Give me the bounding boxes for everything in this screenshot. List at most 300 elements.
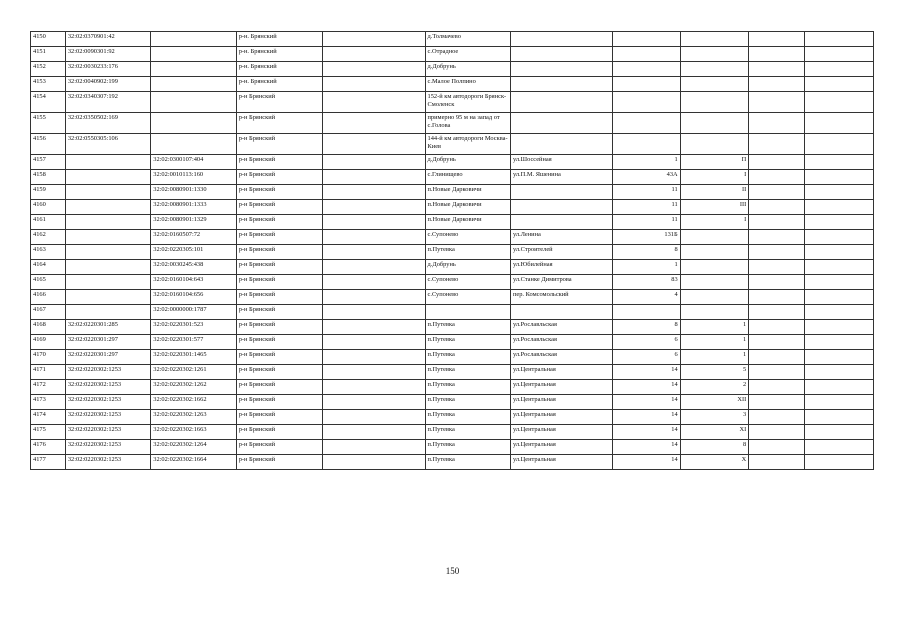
empty-cell bbox=[323, 275, 425, 290]
empty-cell bbox=[323, 200, 425, 215]
table-row bbox=[31, 455, 874, 470]
cell-cad-build bbox=[151, 134, 236, 155]
cell-n: 4158 bbox=[31, 170, 66, 185]
empty-cell bbox=[323, 134, 425, 155]
empty-cell bbox=[749, 275, 805, 290]
cell-district: р-н Брянский bbox=[236, 410, 323, 425]
empty-cell bbox=[323, 365, 425, 380]
empty-cell bbox=[805, 410, 874, 425]
cell-district: р-н Брянский bbox=[236, 305, 323, 320]
table-row bbox=[31, 77, 874, 92]
cell-cad-build bbox=[151, 77, 236, 92]
cell-locality: п.Новые Дарковичи bbox=[425, 200, 510, 215]
empty-cell bbox=[323, 410, 425, 425]
empty-cell bbox=[805, 395, 874, 410]
cell-cad-build: 32:02:0220302:1663 bbox=[151, 425, 236, 440]
empty-cell bbox=[323, 113, 425, 134]
table-row bbox=[31, 410, 874, 425]
cell-district: р-н Брянский bbox=[236, 290, 323, 305]
cell-district: р-н Брянский bbox=[236, 320, 323, 335]
empty-cell bbox=[805, 305, 874, 320]
cell-letter: 2 bbox=[680, 380, 749, 395]
cell-district: р-н Брянский bbox=[236, 365, 323, 380]
cell-n: 4150 bbox=[31, 32, 66, 47]
empty-cell bbox=[323, 305, 425, 320]
cell-cad-land: 32:02:0220302:1253 bbox=[65, 395, 150, 410]
cell-district: р-н. Брянский bbox=[236, 47, 323, 62]
cell-house: 131Б bbox=[613, 230, 680, 245]
cell-letter bbox=[680, 275, 749, 290]
cell-locality: д.Добрунь bbox=[425, 260, 510, 275]
cell-house bbox=[613, 77, 680, 92]
table-row bbox=[31, 335, 874, 350]
empty-cell bbox=[749, 350, 805, 365]
empty-cell bbox=[323, 92, 425, 113]
cell-letter: 5 bbox=[680, 365, 749, 380]
empty-cell bbox=[749, 365, 805, 380]
cell-cad-land: 32:02:0220302:1253 bbox=[65, 410, 150, 425]
empty-cell bbox=[749, 320, 805, 335]
empty-cell bbox=[749, 170, 805, 185]
cell-street: ул.Рославльская bbox=[510, 350, 612, 365]
empty-cell bbox=[805, 62, 874, 77]
cell-district: р-н Брянский bbox=[236, 134, 323, 155]
empty-cell bbox=[323, 395, 425, 410]
empty-cell bbox=[323, 335, 425, 350]
cell-locality: 152-й км автодороги Брянск-Смоленск bbox=[425, 92, 510, 113]
table-row bbox=[31, 305, 874, 320]
cell-letter: X bbox=[680, 455, 749, 470]
empty-cell bbox=[749, 32, 805, 47]
cell-cad-build: 32:02:0220305:101 bbox=[151, 245, 236, 260]
cell-cad-land bbox=[65, 170, 150, 185]
cell-letter bbox=[680, 32, 749, 47]
cell-cad-build: 32:02:0220302:1664 bbox=[151, 455, 236, 470]
cell-n: 4165 bbox=[31, 275, 66, 290]
cell-cad-build bbox=[151, 113, 236, 134]
table-row bbox=[31, 170, 874, 185]
cell-letter: I bbox=[680, 170, 749, 185]
cell-cad-land bbox=[65, 230, 150, 245]
table-row bbox=[31, 47, 874, 62]
cell-locality: с.Супонево bbox=[425, 275, 510, 290]
cell-cad-build: 32:02:0030245:438 bbox=[151, 260, 236, 275]
empty-cell bbox=[749, 185, 805, 200]
cell-cad-land: 32:02:0340307:192 bbox=[65, 92, 150, 113]
cell-street bbox=[510, 200, 612, 215]
cell-letter bbox=[680, 245, 749, 260]
cell-n: 4167 bbox=[31, 305, 66, 320]
cell-letter: I bbox=[680, 215, 749, 230]
table-row bbox=[31, 365, 874, 380]
cell-house: 8 bbox=[613, 245, 680, 260]
cell-district: р-н Брянский bbox=[236, 113, 323, 134]
cell-n: 4176 bbox=[31, 440, 66, 455]
empty-cell bbox=[749, 290, 805, 305]
cell-cad-build: 32:02:0080901:1330 bbox=[151, 185, 236, 200]
cell-cad-build bbox=[151, 92, 236, 113]
cell-street: ул.Юбилейная bbox=[510, 260, 612, 275]
cell-district: р-н. Брянский bbox=[236, 32, 323, 47]
cell-cad-land bbox=[65, 200, 150, 215]
cell-district: р-н Брянский bbox=[236, 260, 323, 275]
cell-locality: с.Супонево bbox=[425, 290, 510, 305]
cell-house: 6 bbox=[613, 335, 680, 350]
cell-locality: п.Путевка bbox=[425, 335, 510, 350]
empty-cell bbox=[805, 425, 874, 440]
empty-cell bbox=[805, 77, 874, 92]
table-row bbox=[31, 290, 874, 305]
cell-letter: 8 bbox=[680, 440, 749, 455]
cell-locality: д.Добрунь bbox=[425, 155, 510, 170]
empty-cell bbox=[749, 245, 805, 260]
cell-letter bbox=[680, 305, 749, 320]
cell-cad-build: 32:02:0220302:1662 bbox=[151, 395, 236, 410]
cell-district: р-н Брянский bbox=[236, 440, 323, 455]
empty-cell bbox=[323, 170, 425, 185]
cell-n: 4171 bbox=[31, 365, 66, 380]
cell-locality: п.Путевка bbox=[425, 245, 510, 260]
cell-locality: п.Новые Дарковичи bbox=[425, 185, 510, 200]
empty-cell bbox=[805, 185, 874, 200]
empty-cell bbox=[749, 47, 805, 62]
empty-cell bbox=[323, 32, 425, 47]
cell-district: р-н Брянский bbox=[236, 380, 323, 395]
table-row bbox=[31, 425, 874, 440]
cell-letter: XII bbox=[680, 395, 749, 410]
cell-n: 4174 bbox=[31, 410, 66, 425]
table-row bbox=[31, 320, 874, 335]
table-row bbox=[31, 350, 874, 365]
cell-n: 4173 bbox=[31, 395, 66, 410]
empty-cell bbox=[323, 62, 425, 77]
cell-letter bbox=[680, 134, 749, 155]
cell-house: 11 bbox=[613, 200, 680, 215]
empty-cell bbox=[323, 380, 425, 395]
empty-cell bbox=[323, 230, 425, 245]
empty-cell bbox=[805, 47, 874, 62]
table-row bbox=[31, 185, 874, 200]
cell-cad-build: 32:02:0080901:1329 bbox=[151, 215, 236, 230]
empty-cell bbox=[749, 215, 805, 230]
cell-district: р-н Брянский bbox=[236, 230, 323, 245]
cell-n: 4159 bbox=[31, 185, 66, 200]
cell-district: р-н Брянский bbox=[236, 275, 323, 290]
cell-district: р-н Брянский bbox=[236, 395, 323, 410]
cell-n: 4155 bbox=[31, 113, 66, 134]
cell-letter bbox=[680, 77, 749, 92]
empty-cell bbox=[323, 425, 425, 440]
empty-cell bbox=[749, 425, 805, 440]
cell-house: 6 bbox=[613, 350, 680, 365]
empty-cell bbox=[323, 455, 425, 470]
empty-cell bbox=[749, 92, 805, 113]
empty-cell bbox=[805, 230, 874, 245]
empty-cell bbox=[805, 260, 874, 275]
cell-district: р-н Брянский bbox=[236, 215, 323, 230]
cell-street: ул.Строителей bbox=[510, 245, 612, 260]
cell-locality: д.Толмачево bbox=[425, 32, 510, 47]
cell-street: ул.Центральная bbox=[510, 455, 612, 470]
table-row bbox=[31, 440, 874, 455]
cell-cad-land: 32:02:0220302:1253 bbox=[65, 365, 150, 380]
cell-street bbox=[510, 113, 612, 134]
cell-n: 4163 bbox=[31, 245, 66, 260]
cell-street: пер. Комсомольский bbox=[510, 290, 612, 305]
cell-cad-build: 32:02:0160104:656 bbox=[151, 290, 236, 305]
cell-locality: примерно 95 м на запад от с.Голова bbox=[425, 113, 510, 134]
cell-street: ул.Центральная bbox=[510, 380, 612, 395]
cell-letter: 1 bbox=[680, 350, 749, 365]
cell-street bbox=[510, 305, 612, 320]
cell-locality: 144-й км автодороги Москва-Киев bbox=[425, 134, 510, 155]
cell-locality: с.Супонево bbox=[425, 230, 510, 245]
cell-locality: п.Путевка bbox=[425, 440, 510, 455]
cell-n: 4162 bbox=[31, 230, 66, 245]
cell-street bbox=[510, 77, 612, 92]
cell-cad-land bbox=[65, 305, 150, 320]
cell-cad-land bbox=[65, 260, 150, 275]
empty-cell bbox=[323, 215, 425, 230]
cell-n: 4177 bbox=[31, 455, 66, 470]
cell-street: ул.Центральная bbox=[510, 425, 612, 440]
cell-letter bbox=[680, 113, 749, 134]
cell-cad-build: 32:02:0010113:160 bbox=[151, 170, 236, 185]
cell-n: 4172 bbox=[31, 380, 66, 395]
cell-cad-land: 32:02:0350502:169 bbox=[65, 113, 150, 134]
table-row bbox=[31, 380, 874, 395]
empty-cell bbox=[805, 134, 874, 155]
cell-cad-land: 32:02:0370901:42 bbox=[65, 32, 150, 47]
cell-house bbox=[613, 47, 680, 62]
cell-cad-land: 32:02:0040902:199 bbox=[65, 77, 150, 92]
empty-cell bbox=[805, 170, 874, 185]
cell-n: 4160 bbox=[31, 200, 66, 215]
cell-cad-land: 32:02:0550305:106 bbox=[65, 134, 150, 155]
cell-cad-build: 32:02:0000000:1787 bbox=[151, 305, 236, 320]
empty-cell bbox=[749, 113, 805, 134]
table-row bbox=[31, 245, 874, 260]
cell-street: ул.Рославльская bbox=[510, 320, 612, 335]
empty-cell bbox=[749, 155, 805, 170]
cell-cad-build: 32:02:0220302:1261 bbox=[151, 365, 236, 380]
cell-house: 14 bbox=[613, 425, 680, 440]
cell-cad-build: 32:02:0220302:1262 bbox=[151, 380, 236, 395]
cell-house bbox=[613, 113, 680, 134]
cell-house bbox=[613, 32, 680, 47]
cell-cad-build: 32:02:0220302:1264 bbox=[151, 440, 236, 455]
table-row bbox=[31, 215, 874, 230]
empty-cell bbox=[805, 380, 874, 395]
cell-letter bbox=[680, 62, 749, 77]
cell-district: р-н Брянский bbox=[236, 425, 323, 440]
cell-cad-land: 32:02:0220302:1253 bbox=[65, 425, 150, 440]
table-row bbox=[31, 155, 874, 170]
cell-district: р-н Брянский bbox=[236, 170, 323, 185]
cell-cad-build bbox=[151, 47, 236, 62]
empty-cell bbox=[749, 62, 805, 77]
empty-cell bbox=[323, 47, 425, 62]
cell-house bbox=[613, 305, 680, 320]
cell-street: ул.П.М. Яшенина bbox=[510, 170, 612, 185]
cell-house: 83 bbox=[613, 275, 680, 290]
empty-cell bbox=[805, 155, 874, 170]
cell-street: ул.Центральная bbox=[510, 410, 612, 425]
empty-cell bbox=[323, 260, 425, 275]
cell-letter: III bbox=[680, 200, 749, 215]
cell-house: 14 bbox=[613, 440, 680, 455]
cell-letter bbox=[680, 92, 749, 113]
cell-locality: п.Новые Дарковичи bbox=[425, 215, 510, 230]
cell-cad-build: 32:02:0220301:1465 bbox=[151, 350, 236, 365]
cell-letter bbox=[680, 290, 749, 305]
cell-street: ул.Ленина bbox=[510, 230, 612, 245]
cell-house: 14 bbox=[613, 365, 680, 380]
cell-locality: с.Глинищево bbox=[425, 170, 510, 185]
cell-street: ул.Центральная bbox=[510, 395, 612, 410]
empty-cell bbox=[805, 290, 874, 305]
table-row bbox=[31, 62, 874, 77]
cell-locality: с.Малое Полпино bbox=[425, 77, 510, 92]
empty-cell bbox=[805, 320, 874, 335]
table-row bbox=[31, 113, 874, 134]
cell-street bbox=[510, 62, 612, 77]
cell-n: 4156 bbox=[31, 134, 66, 155]
cell-district: р-н Брянский bbox=[236, 200, 323, 215]
cell-cad-build bbox=[151, 62, 236, 77]
cell-letter: II bbox=[680, 185, 749, 200]
empty-cell bbox=[805, 245, 874, 260]
cell-street bbox=[510, 134, 612, 155]
cell-n: 4157 bbox=[31, 155, 66, 170]
cell-house: 43А bbox=[613, 170, 680, 185]
cell-cad-land: 32:02:0220301:297 bbox=[65, 335, 150, 350]
cell-cad-build: 32:02:0220301:523 bbox=[151, 320, 236, 335]
cell-cad-build: 32:02:0160104:643 bbox=[151, 275, 236, 290]
table-row bbox=[31, 230, 874, 245]
cell-house bbox=[613, 62, 680, 77]
empty-cell bbox=[323, 245, 425, 260]
cell-cad-land bbox=[65, 275, 150, 290]
cell-cad-land: 32:02:0220302:1253 bbox=[65, 380, 150, 395]
table-row bbox=[31, 200, 874, 215]
table-row bbox=[31, 134, 874, 155]
cell-house: 11 bbox=[613, 185, 680, 200]
cell-house bbox=[613, 134, 680, 155]
cell-n: 4175 bbox=[31, 425, 66, 440]
empty-cell bbox=[749, 260, 805, 275]
cell-cad-build: 32:02:0160507:72 bbox=[151, 230, 236, 245]
cell-letter: 1 bbox=[680, 335, 749, 350]
cell-street: ул.Центральная bbox=[510, 440, 612, 455]
cell-cad-land bbox=[65, 245, 150, 260]
empty-cell bbox=[323, 320, 425, 335]
cell-cad-build: 32:02:0080901:1333 bbox=[151, 200, 236, 215]
empty-cell bbox=[749, 200, 805, 215]
empty-cell bbox=[805, 365, 874, 380]
cell-locality: с.Отрадное bbox=[425, 47, 510, 62]
cell-locality: п.Путевка bbox=[425, 320, 510, 335]
cell-street: ул.Центральная bbox=[510, 365, 612, 380]
table-row bbox=[31, 395, 874, 410]
cell-house bbox=[613, 92, 680, 113]
empty-cell bbox=[749, 77, 805, 92]
cell-cad-land bbox=[65, 290, 150, 305]
empty-cell bbox=[749, 230, 805, 245]
empty-cell bbox=[749, 134, 805, 155]
cell-street bbox=[510, 215, 612, 230]
empty-cell bbox=[323, 290, 425, 305]
cell-cad-build: 32:02:0220302:1263 bbox=[151, 410, 236, 425]
empty-cell bbox=[805, 455, 874, 470]
table-row bbox=[31, 275, 874, 290]
cell-locality: п.Путевка bbox=[425, 455, 510, 470]
empty-cell bbox=[323, 350, 425, 365]
cell-n: 4170 bbox=[31, 350, 66, 365]
cell-cad-land bbox=[65, 215, 150, 230]
registry-table bbox=[30, 31, 874, 470]
cell-locality: п.Путевка bbox=[425, 350, 510, 365]
cell-house: 11 bbox=[613, 215, 680, 230]
cell-cad-land: 32:02:0220302:1253 bbox=[65, 440, 150, 455]
cell-letter bbox=[680, 260, 749, 275]
cell-street bbox=[510, 32, 612, 47]
empty-cell bbox=[323, 77, 425, 92]
cell-cad-land bbox=[65, 185, 150, 200]
table-body bbox=[31, 32, 874, 470]
cell-house: 4 bbox=[613, 290, 680, 305]
cell-letter bbox=[680, 230, 749, 245]
cell-letter: 1 bbox=[680, 320, 749, 335]
cell-n: 4166 bbox=[31, 290, 66, 305]
cell-cad-land bbox=[65, 155, 150, 170]
cell-locality: д.Добрунь bbox=[425, 62, 510, 77]
cell-letter: XI bbox=[680, 425, 749, 440]
empty-cell bbox=[805, 200, 874, 215]
cell-district: р-н Брянский bbox=[236, 335, 323, 350]
table-row bbox=[31, 92, 874, 113]
cell-n: 4151 bbox=[31, 47, 66, 62]
cell-street: ул.Шоссейная bbox=[510, 155, 612, 170]
cell-cad-land: 32:02:0220301:285 bbox=[65, 320, 150, 335]
cell-street: ул.Рославльская bbox=[510, 335, 612, 350]
cell-n: 4168 bbox=[31, 320, 66, 335]
cell-district: р-н Брянский bbox=[236, 92, 323, 113]
empty-cell bbox=[323, 155, 425, 170]
empty-cell bbox=[323, 440, 425, 455]
cell-house: 14 bbox=[613, 380, 680, 395]
cell-house: 14 bbox=[613, 410, 680, 425]
cell-house: 1 bbox=[613, 260, 680, 275]
empty-cell bbox=[805, 440, 874, 455]
empty-cell bbox=[805, 215, 874, 230]
empty-cell bbox=[749, 440, 805, 455]
empty-cell bbox=[749, 305, 805, 320]
cell-cad-land: 32:02:0220301:297 bbox=[65, 350, 150, 365]
cell-cad-land: 32:02:0030233:176 bbox=[65, 62, 150, 77]
cell-cad-land: 32:02:0220302:1253 bbox=[65, 455, 150, 470]
empty-cell bbox=[749, 395, 805, 410]
cell-letter: 3 bbox=[680, 410, 749, 425]
cell-district: р-н Брянский bbox=[236, 350, 323, 365]
cell-district: р-н Брянский bbox=[236, 245, 323, 260]
cell-letter: П bbox=[680, 155, 749, 170]
cell-locality: п.Путевка bbox=[425, 380, 510, 395]
cell-cad-build: 32:02:0300107:404 bbox=[151, 155, 236, 170]
cell-street: ул.Станке Димитрова bbox=[510, 275, 612, 290]
cell-district: р-н Брянский bbox=[236, 455, 323, 470]
cell-locality: п.Путевка bbox=[425, 395, 510, 410]
